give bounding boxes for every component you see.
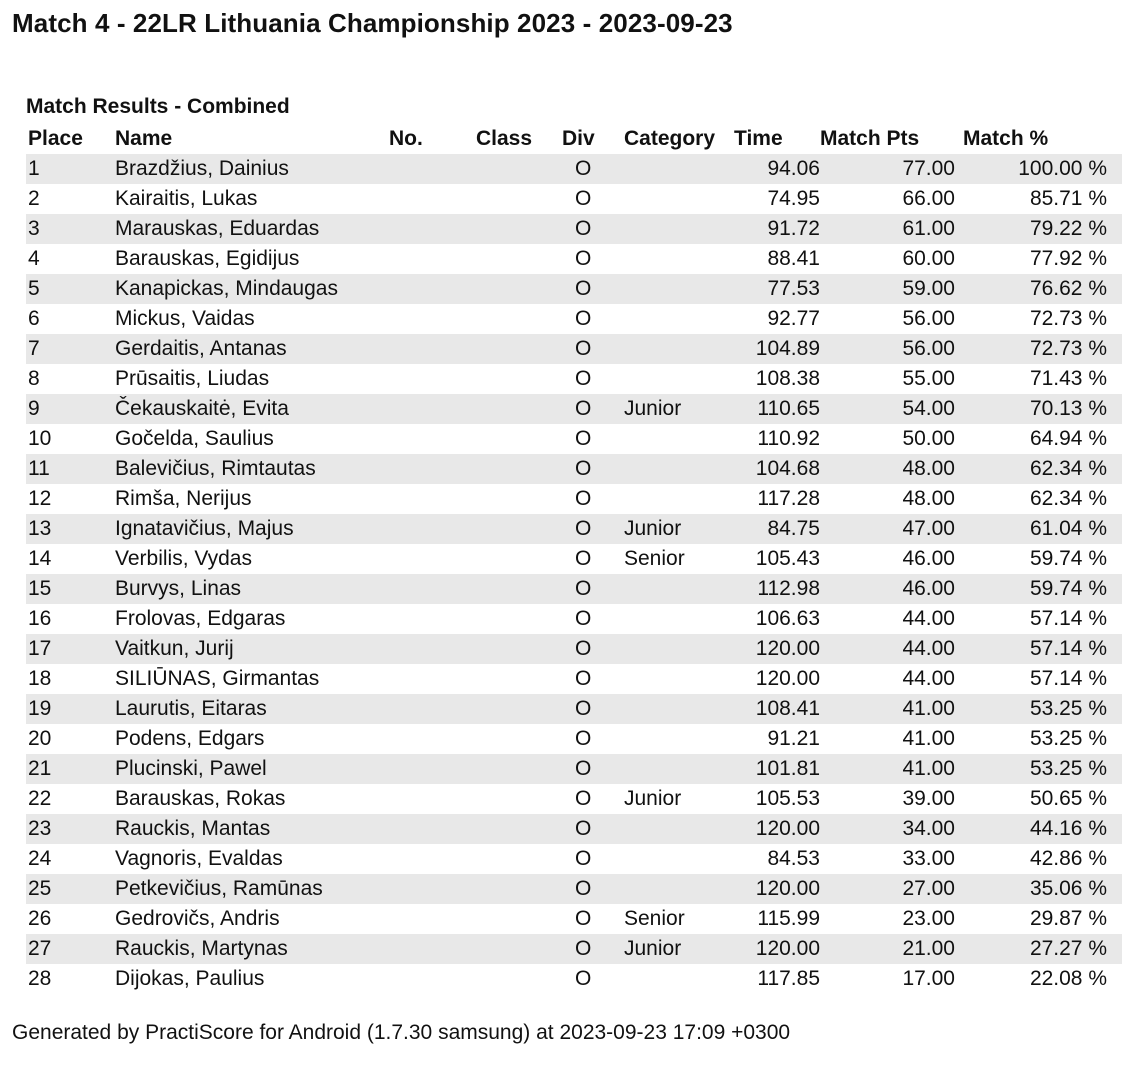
cell-class — [476, 484, 562, 514]
cell-place: 7 — [28, 337, 40, 360]
cell-class — [476, 574, 562, 604]
cell-category: Senior — [624, 907, 685, 930]
cell-place: 20 — [28, 727, 52, 750]
cell-category — [624, 634, 734, 664]
cell-name: Vagnoris, Evaldas — [115, 847, 283, 870]
cell-no — [389, 754, 476, 784]
cell-name: Plucinski, Pawel — [115, 757, 267, 780]
cell-div: O — [575, 577, 592, 600]
table-row — [26, 844, 1122, 874]
table-row — [26, 634, 1122, 664]
results-table — [26, 124, 1122, 994]
cell-category: Junior — [624, 787, 682, 810]
cell-place: 15 — [28, 577, 52, 600]
cell-category — [624, 754, 734, 784]
cell-category — [624, 814, 734, 844]
cell-match-pct: 22.08 % — [1029, 967, 1107, 990]
cell-match-pct: 59.74 % — [1029, 577, 1107, 600]
cell-class — [476, 784, 562, 814]
cell-div: O — [575, 937, 592, 960]
cell-category — [624, 874, 734, 904]
cell-match-pts: 48.00 — [902, 487, 955, 510]
cell-match-pts: 39.00 — [902, 787, 955, 810]
cell-no — [389, 394, 476, 424]
cell-name: Burvys, Linas — [115, 577, 242, 600]
cell-name: Petkevičius, Ramūnas — [115, 877, 323, 900]
cell-place: 5 — [28, 277, 40, 300]
cell-class — [476, 664, 562, 694]
cell-no — [389, 214, 476, 244]
cell-time: 105.53 — [755, 787, 820, 810]
cell-div: O — [575, 337, 592, 360]
cell-class — [476, 214, 562, 244]
cell-place: 1 — [28, 157, 40, 180]
cell-match-pts: 56.00 — [902, 307, 955, 330]
cell-match-pct: 57.14 % — [1029, 637, 1107, 660]
cell-match-pts: 44.00 — [902, 637, 955, 660]
cell-match-pts: 48.00 — [902, 457, 955, 480]
cell-place: 9 — [28, 397, 40, 420]
cell-time: 104.89 — [755, 337, 820, 360]
cell-place: 24 — [28, 847, 52, 870]
cell-class — [476, 394, 562, 424]
cell-div: O — [575, 487, 592, 510]
cell-match-pts: 46.00 — [902, 577, 955, 600]
cell-class — [476, 544, 562, 574]
cell-time: 77.53 — [767, 277, 820, 300]
cell-time: 115.99 — [757, 907, 820, 930]
cell-place: 14 — [28, 547, 52, 570]
cell-match-pts: 17.00 — [902, 967, 955, 990]
cell-match-pts: 47.00 — [902, 517, 955, 540]
cell-match-pct: 72.73 % — [1029, 307, 1107, 330]
cell-class — [476, 724, 562, 754]
cell-name: Mickus, Vaidas — [115, 307, 255, 330]
cell-category — [624, 334, 734, 364]
cell-time: 120.00 — [755, 877, 820, 900]
table-row — [26, 154, 1122, 184]
cell-class — [476, 244, 562, 274]
cell-no — [389, 454, 476, 484]
cell-match-pct: 35.06 % — [1029, 877, 1107, 900]
cell-match-pts: 27.00 — [902, 877, 955, 900]
cell-no — [389, 334, 476, 364]
cell-category — [624, 694, 734, 724]
cell-no — [389, 784, 476, 814]
cell-place: 3 — [28, 217, 40, 240]
table-row — [26, 334, 1122, 364]
cell-name: Gedrovičs, Andris — [115, 907, 280, 930]
cell-time: 120.00 — [755, 817, 820, 840]
cell-match-pct: 76.62 % — [1029, 277, 1107, 300]
cell-class — [476, 154, 562, 184]
cell-no — [389, 304, 476, 334]
cell-time: 84.53 — [767, 847, 820, 870]
cell-no — [389, 814, 476, 844]
cell-category — [624, 664, 734, 694]
cell-match-pts: 21.00 — [902, 937, 955, 960]
results-body — [26, 154, 1122, 994]
cell-div: O — [575, 457, 592, 480]
cell-no — [389, 874, 476, 904]
cell-match-pct: 77.92 % — [1029, 247, 1107, 270]
cell-match-pct: 57.14 % — [1029, 667, 1107, 690]
cell-name: Gočelda, Saulius — [115, 427, 274, 450]
cell-place: 10 — [28, 427, 52, 450]
cell-place: 6 — [28, 307, 40, 330]
cell-match-pts: 59.00 — [902, 277, 955, 300]
cell-match-pts: 33.00 — [902, 847, 955, 870]
cell-name: Marauskas, Eduardas — [115, 217, 320, 240]
cell-match-pct: 62.34 % — [1029, 457, 1107, 480]
cell-class — [476, 184, 562, 214]
cell-no — [389, 574, 476, 604]
cell-place: 18 — [28, 667, 52, 690]
cell-category — [624, 604, 734, 634]
cell-place: 22 — [28, 787, 52, 810]
cell-time: 120.00 — [755, 637, 820, 660]
cell-match-pct: 27.27 % — [1029, 937, 1107, 960]
cell-time: 88.41 — [767, 247, 820, 270]
cell-class — [476, 514, 562, 544]
cell-match-pts: 34.00 — [902, 817, 955, 840]
cell-no — [389, 844, 476, 874]
cell-no — [389, 274, 476, 304]
page-title: Match 4 - 22LR Lithuania Championship 2023 - 2023-09-23 — [12, 8, 733, 38]
cell-class — [476, 424, 562, 454]
table-row — [26, 454, 1122, 484]
cell-name: Frolovas, Edgaras — [115, 607, 286, 630]
cell-class — [476, 304, 562, 334]
column-header-time: Time — [734, 127, 783, 150]
table-row — [26, 304, 1122, 334]
cell-class — [476, 274, 562, 304]
cell-class — [476, 844, 562, 874]
cell-div: O — [575, 277, 592, 300]
cell-time: 92.77 — [767, 307, 820, 330]
cell-no — [389, 604, 476, 634]
cell-div: O — [575, 367, 592, 390]
column-header-category: Category — [624, 127, 716, 150]
table-row — [26, 934, 1122, 964]
cell-place: 12 — [28, 487, 52, 510]
cell-match-pts: 41.00 — [902, 727, 955, 750]
cell-time: 117.85 — [757, 967, 820, 990]
column-header-match-pts: Match Pts — [820, 127, 920, 150]
cell-class — [476, 454, 562, 484]
table-row — [26, 394, 1122, 424]
cell-name: Barauskas, Rokas — [115, 787, 286, 810]
cell-match-pts: 50.00 — [902, 427, 955, 450]
cell-match-pct: 29.87 % — [1029, 907, 1107, 930]
column-header-no: No. — [389, 127, 423, 150]
cell-div: O — [575, 667, 592, 690]
cell-name: Čekauskaitė, Evita — [115, 397, 289, 420]
cell-category — [624, 214, 734, 244]
table-row — [26, 694, 1122, 724]
cell-no — [389, 514, 476, 544]
cell-match-pct: 59.74 % — [1029, 547, 1107, 570]
cell-place: 16 — [28, 607, 52, 630]
cell-no — [389, 424, 476, 454]
cell-match-pct: 44.16 % — [1029, 817, 1107, 840]
cell-class — [476, 694, 562, 724]
cell-no — [389, 634, 476, 664]
cell-name: Rauckis, Mantas — [115, 817, 271, 840]
cell-place: 13 — [28, 517, 52, 540]
cell-no — [389, 184, 476, 214]
cell-time: 84.75 — [767, 517, 820, 540]
cell-name: Laurutis, Eitaras — [115, 697, 267, 720]
cell-category: Senior — [624, 547, 685, 570]
cell-time: 110.65 — [757, 397, 820, 420]
table-row — [26, 484, 1122, 514]
cell-time: 112.98 — [757, 577, 820, 600]
column-header-div: Div — [562, 127, 595, 150]
cell-div: O — [575, 637, 592, 660]
table-row — [26, 814, 1122, 844]
cell-div: O — [575, 757, 592, 780]
cell-place: 8 — [28, 367, 40, 390]
cell-match-pts: 44.00 — [902, 667, 955, 690]
cell-name: Ignatavičius, Majus — [115, 517, 294, 540]
cell-no — [389, 664, 476, 694]
column-header-name: Name — [115, 127, 173, 150]
cell-category — [624, 244, 734, 274]
cell-match-pct: 53.25 % — [1029, 727, 1107, 750]
cell-place: 2 — [28, 187, 40, 210]
table-row — [26, 544, 1122, 574]
cell-div: O — [575, 877, 592, 900]
cell-place: 27 — [28, 937, 52, 960]
column-header-match-pct: Match % — [963, 127, 1049, 150]
cell-match-pts: 77.00 — [902, 157, 955, 180]
cell-no — [389, 244, 476, 274]
cell-match-pts: 54.00 — [902, 397, 955, 420]
cell-category — [624, 274, 734, 304]
cell-name: Prūsaitis, Liudas — [115, 367, 270, 390]
cell-match-pts: 41.00 — [902, 757, 955, 780]
cell-name: Barauskas, Egidijus — [115, 247, 300, 270]
cell-match-pts: 23.00 — [902, 907, 955, 930]
cell-class — [476, 364, 562, 394]
cell-time: 104.68 — [755, 457, 820, 480]
cell-name: Kairaitis, Lukas — [115, 187, 258, 210]
cell-div: O — [575, 967, 592, 990]
cell-div: O — [575, 187, 592, 210]
cell-class — [476, 934, 562, 964]
cell-time: 108.41 — [755, 697, 820, 720]
column-header-place: Place — [28, 127, 83, 150]
cell-time: 91.72 — [767, 217, 820, 240]
cell-name: Dijokas, Paulius — [115, 967, 265, 990]
cell-match-pct: 50.65 % — [1029, 787, 1107, 810]
cell-category: Junior — [624, 517, 682, 540]
cell-time: 108.38 — [755, 367, 820, 390]
cell-div: O — [575, 727, 592, 750]
cell-div: O — [575, 427, 592, 450]
cell-name: Kanapickas, Mindaugas — [115, 277, 338, 300]
cell-category: Junior — [624, 397, 682, 420]
cell-class — [476, 604, 562, 634]
table-row — [26, 784, 1122, 814]
cell-no — [389, 364, 476, 394]
cell-div: O — [575, 847, 592, 870]
cell-category — [624, 724, 734, 754]
cell-match-pct: 64.94 % — [1029, 427, 1107, 450]
cell-match-pts: 60.00 — [902, 247, 955, 270]
results-heading: Match Results - Combined — [26, 95, 290, 118]
cell-no — [389, 934, 476, 964]
cell-div: O — [575, 397, 592, 420]
cell-time: 94.06 — [767, 157, 820, 180]
cell-name: Vaitkun, Jurij — [115, 637, 234, 660]
cell-div: O — [575, 307, 592, 330]
cell-match-pct: 53.25 % — [1029, 697, 1107, 720]
cell-match-pts: 56.00 — [902, 337, 955, 360]
cell-class — [476, 334, 562, 364]
table-row — [26, 754, 1122, 784]
cell-no — [389, 724, 476, 754]
cell-match-pct: 85.71 % — [1029, 187, 1107, 210]
cell-place: 21 — [28, 757, 52, 780]
cell-category — [624, 844, 734, 874]
cell-match-pct: 53.25 % — [1029, 757, 1107, 780]
cell-match-pct: 61.04 % — [1029, 517, 1107, 540]
cell-match-pts: 46.00 — [902, 547, 955, 570]
cell-name: Gerdaitis, Antanas — [115, 337, 287, 360]
cell-div: O — [575, 517, 592, 540]
table-row — [26, 604, 1122, 634]
cell-match-pct: 62.34 % — [1029, 487, 1107, 510]
cell-name: Balevičius, Rimtautas — [115, 457, 316, 480]
cell-name: Verbilis, Vydas — [115, 547, 252, 570]
cell-category — [624, 964, 734, 994]
cell-place: 4 — [28, 247, 40, 270]
cell-div: O — [575, 607, 592, 630]
cell-place: 25 — [28, 877, 52, 900]
cell-time: 110.92 — [757, 427, 820, 450]
cell-div: O — [575, 157, 592, 180]
cell-time: 91.21 — [767, 727, 820, 750]
cell-match-pts: 66.00 — [902, 187, 955, 210]
table-row — [26, 874, 1122, 904]
cell-div: O — [575, 217, 592, 240]
cell-match-pts: 55.00 — [902, 367, 955, 390]
cell-class — [476, 904, 562, 934]
cell-place: 23 — [28, 817, 52, 840]
footer-generated-by: Generated by PractiScore for Android (1.7.30 samsung) at 2023-09-23 17:09 +0300 — [12, 1021, 791, 1044]
cell-category — [624, 484, 734, 514]
cell-div: O — [575, 697, 592, 720]
cell-category — [624, 424, 734, 454]
cell-time: 106.63 — [755, 607, 820, 630]
cell-time: 120.00 — [755, 937, 820, 960]
cell-time: 120.00 — [755, 667, 820, 690]
cell-div: O — [575, 817, 592, 840]
table-row — [26, 364, 1122, 394]
cell-match-pts: 61.00 — [902, 217, 955, 240]
table-row — [26, 244, 1122, 274]
cell-name: Rimša, Nerijus — [115, 487, 252, 510]
table-row — [26, 574, 1122, 604]
cell-no — [389, 904, 476, 934]
cell-no — [389, 694, 476, 724]
cell-div: O — [575, 787, 592, 810]
cell-match-pct: 100.00 % — [1018, 157, 1107, 180]
column-header-class: Class — [476, 127, 533, 150]
cell-no — [389, 964, 476, 994]
cell-class — [476, 964, 562, 994]
cell-name: Podens, Edgars — [115, 727, 265, 750]
cell-category — [624, 154, 734, 184]
cell-class — [476, 874, 562, 904]
cell-class — [476, 814, 562, 844]
table-row — [26, 184, 1122, 214]
cell-time: 117.28 — [757, 487, 820, 510]
table-row — [26, 214, 1122, 244]
cell-match-pct: 79.22 % — [1029, 217, 1107, 240]
cell-name: Brazdžius, Dainius — [115, 157, 289, 180]
cell-name: Rauckis, Martynas — [115, 937, 288, 960]
cell-place: 17 — [28, 637, 52, 660]
cell-match-pct: 57.14 % — [1029, 607, 1107, 630]
cell-time: 105.43 — [755, 547, 820, 570]
cell-time: 74.95 — [767, 187, 820, 210]
table-row — [26, 904, 1122, 934]
cell-time: 101.81 — [755, 757, 820, 780]
cell-no — [389, 484, 476, 514]
cell-class — [476, 634, 562, 664]
table-row — [26, 964, 1122, 994]
cell-place: 26 — [28, 907, 52, 930]
cell-category — [624, 364, 734, 394]
cell-match-pct: 72.73 % — [1029, 337, 1107, 360]
cell-place: 19 — [28, 697, 52, 720]
table-row — [26, 424, 1122, 454]
cell-place: 28 — [28, 967, 52, 990]
table-row — [26, 664, 1122, 694]
cell-category — [624, 454, 734, 484]
cell-category — [624, 184, 734, 214]
cell-match-pct: 42.86 % — [1029, 847, 1107, 870]
cell-category — [624, 574, 734, 604]
cell-div: O — [575, 247, 592, 270]
cell-match-pct: 71.43 % — [1029, 367, 1107, 390]
cell-match-pts: 41.00 — [902, 697, 955, 720]
cell-match-pct: 70.13 % — [1029, 397, 1107, 420]
cell-category — [624, 304, 734, 334]
cell-no — [389, 544, 476, 574]
cell-match-pts: 44.00 — [902, 607, 955, 630]
cell-no — [389, 154, 476, 184]
table-row — [26, 274, 1122, 304]
header-row — [26, 124, 1122, 154]
cell-category: Junior — [624, 937, 682, 960]
cell-div: O — [575, 907, 592, 930]
cell-place: 11 — [28, 457, 50, 480]
cell-class — [476, 754, 562, 784]
table-row — [26, 514, 1122, 544]
cell-div: O — [575, 547, 592, 570]
table-row — [26, 724, 1122, 754]
cell-name: SILIŪNAS, Girmantas — [115, 667, 320, 690]
